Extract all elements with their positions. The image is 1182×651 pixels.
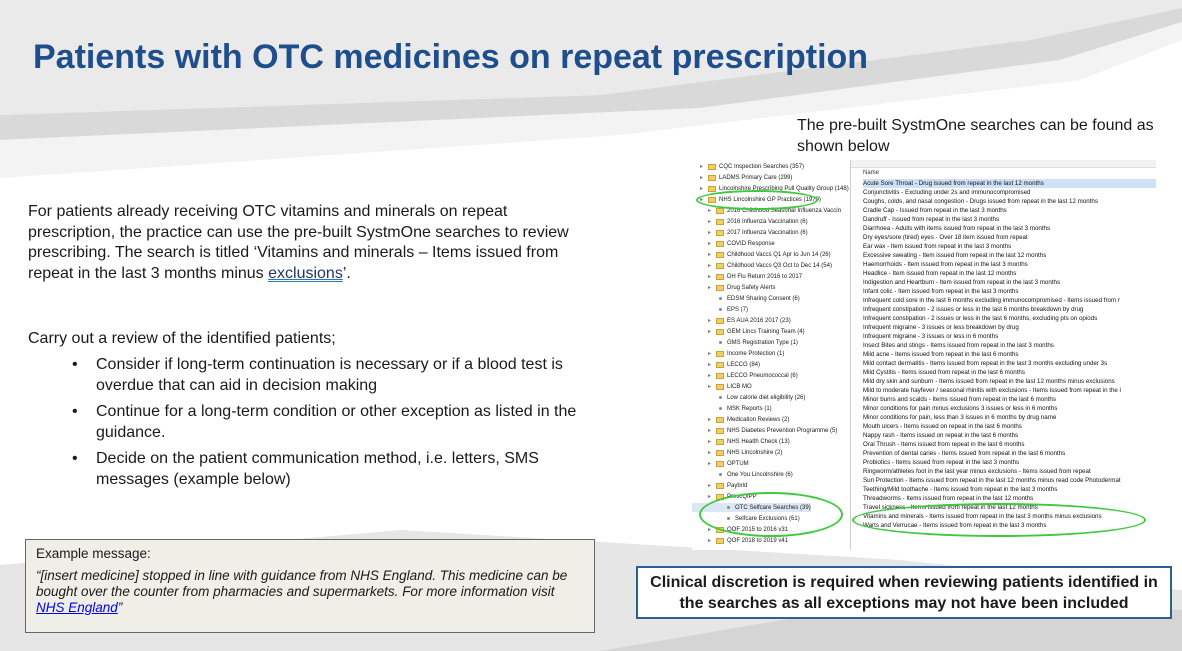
- search-list-row[interactable]: Nappy rash - Items issued on repeat in the last 6 months: [863, 432, 1019, 439]
- folder-icon: [708, 175, 716, 181]
- search-list-row[interactable]: Infant colic - Item issued from repeat in the last 3 months: [863, 288, 1019, 295]
- tree-item-label: Childhood Vaccs Q1 Apr to Jun 14 (26): [727, 251, 831, 258]
- tree-item[interactable]: [692, 448, 782, 457]
- expand-arrow-icon[interactable]: ▸: [708, 285, 712, 291]
- search-list-row[interactable]: Mild to moderate hayfever / seasonal rhinitis with exclusions - Items issued from repeat in the l: [863, 387, 1121, 394]
- folder-icon: [716, 461, 724, 467]
- expand-arrow-icon[interactable]: ▸: [708, 208, 712, 214]
- expand-arrow-icon[interactable]: ▸: [708, 527, 712, 533]
- search-list-row[interactable]: Dry eyes/sore (tired) eyes - Over 18 item issued from repeat: [863, 234, 1028, 241]
- tree-item-label: NHS Health Check (13): [727, 438, 790, 445]
- expand-arrow-icon[interactable]: ▸: [708, 439, 712, 445]
- screenshot-caption: The pre-built SystmOne searches can be found as shown below: [797, 117, 1154, 155]
- tree-item[interactable]: [692, 261, 832, 270]
- expand-arrow-icon[interactable]: ▸: [708, 230, 712, 236]
- folder-icon: [716, 428, 724, 434]
- folder-icon: [716, 208, 724, 214]
- search-list-panel: [850, 160, 1156, 550]
- search-list-row[interactable]: Mouth ulcers - Items issued on repeat in the last 6 months: [863, 423, 1022, 430]
- search-list-row[interactable]: Prevention of dental caries - Items issued from repeat in the last 6 months: [863, 450, 1066, 457]
- tree-item-label: NHS Lincolnshire (2): [727, 449, 783, 456]
- tree-item[interactable]: [692, 360, 760, 369]
- folder-icon: [716, 219, 724, 225]
- tree-item-label: Medication Reviews (2): [727, 416, 790, 423]
- tree-item-label: LADMS Primary Care (299): [719, 174, 793, 181]
- intro-text: For patients already receiving OTC vitamins and minerals on repeat prescription, the practice can use the pre-built SystmOne searches to review prescribing. The search is titled ‘Vitamins and minerals – Items issued from repeat in the last 3 months minus: [28, 203, 569, 282]
- tree-item-label: QOF 2018 to 2019 v41: [727, 537, 789, 544]
- expand-arrow-icon[interactable]: ▸: [708, 450, 712, 456]
- tree-item[interactable]: [692, 470, 793, 479]
- search-list-row[interactable]: Infrequent constipation - 2 issues or less in the last 6 months breakdown by drug: [863, 306, 1084, 313]
- search-list-row[interactable]: Sun Protection - Items issued from repeat in the last 12 months minus read code Photodermat: [863, 477, 1121, 484]
- search-list-row[interactable]: Acute Sore Throat - Drug issued from repeat in the last 12 months: [863, 179, 1156, 188]
- search-list-row[interactable]: Conjunctivitis - Excluding under 2s and immunocompromised: [863, 189, 1031, 196]
- expand-arrow-icon[interactable]: ▸: [708, 417, 712, 423]
- folder-icon: [716, 483, 724, 489]
- tree-item[interactable]: [692, 173, 792, 182]
- list-column-header[interactable]: Name: [863, 170, 880, 176]
- folder-icon: [716, 230, 724, 236]
- search-list-row[interactable]: Excessive sweating - Item issued from repeat in the last 12 months: [863, 252, 1047, 259]
- tree-item-label: One You Lincolnshire (6): [727, 471, 793, 478]
- intro-paragraph: [28, 202, 588, 284]
- tree-item-label: DH Flu Return 2016 to 2017: [727, 273, 803, 280]
- tree-item[interactable]: [692, 294, 800, 303]
- tree-item[interactable]: [692, 536, 788, 545]
- folder-icon: [708, 164, 716, 170]
- search-list-row[interactable]: Mild acne - Items issued from repeat in the last 6 months: [863, 351, 1019, 358]
- list-toolbar: [851, 160, 1156, 168]
- tree-item[interactable]: [692, 272, 802, 281]
- nhs-england-link[interactable]: NHS England: [36, 600, 118, 615]
- folder-icon: [716, 274, 724, 280]
- folder-icon: [716, 351, 724, 357]
- folder-icon: [716, 450, 724, 456]
- tree-item-label: LECCG (84): [727, 361, 761, 368]
- tree-item-label: EDSM Sharing Consent (6): [727, 295, 800, 302]
- intro-text-end: ’.: [342, 264, 351, 282]
- expand-arrow-icon[interactable]: ▸: [708, 274, 712, 280]
- tree-item-label: ES AUA 2016 2017 (23): [727, 317, 791, 324]
- bullet-item: • Decide on the patient communication method, i.e. letters, SMS messages (example below): [72, 449, 592, 490]
- tree-item-label: Drug Safety Alerts: [727, 284, 776, 291]
- search-list-row[interactable]: Minor conditions for pain, less than 3 issues in 6 months by drug name: [863, 414, 1057, 421]
- expand-arrow-icon[interactable]: ▸: [708, 263, 712, 269]
- exclusions-link[interactable]: exclusions: [268, 264, 343, 282]
- tree-item[interactable]: [692, 349, 784, 358]
- expand-arrow-icon[interactable]: ▸: [708, 241, 712, 247]
- expand-arrow-icon[interactable]: ▸: [708, 219, 712, 225]
- folder-icon: [716, 384, 724, 390]
- search-list-row[interactable]: Headlice - Item issued from repeat in the last 12 months: [863, 270, 1017, 277]
- tree-item-label: NHS Lincolnshire GP Practices (1979): [719, 196, 821, 203]
- example-message-box: [25, 539, 595, 633]
- tree-item-label: LECCG Pneumococcal (6): [727, 372, 798, 379]
- example-message: [36, 568, 584, 616]
- bullet-item: • Consider if long-term continuation is necessary or if a blood test is overdue that can aid in decision making: [72, 355, 592, 396]
- tree-item-label: Selfcare Exclusions (61): [735, 515, 800, 522]
- search-list-row[interactable]: Indigestion and Heartburn - Item issued from repeat in the last 3 months: [863, 279, 1061, 286]
- folder-icon: [716, 263, 724, 269]
- search-list-row[interactable]: Infrequent migraine - 3 issues or less in 6 months: [863, 333, 999, 340]
- search-item-icon: [719, 396, 722, 399]
- search-list-row[interactable]: Cradle Cap - Issued from repeat in the last 3 months: [863, 207, 1007, 214]
- folder-icon: [716, 241, 724, 247]
- tree-item-label: LICB MO: [727, 383, 752, 390]
- expand-arrow-icon[interactable]: ▸: [708, 329, 712, 335]
- tree-item-label: OTC Selfcare Searches (39): [735, 504, 811, 511]
- tree-item-label: 2016 Influenza Vaccination (6): [727, 218, 808, 225]
- tree-item[interactable]: [692, 371, 798, 380]
- search-list-row[interactable]: Infrequent cold sore in the last 6 months excluding immunocompromised - Items issued from r: [863, 297, 1120, 304]
- search-list-row[interactable]: Coughs, colds, and nasal congestion - Drugs issued from repeat in the last 12 months: [863, 198, 1098, 205]
- tree-item[interactable]: [692, 338, 798, 347]
- search-item-icon: [719, 473, 722, 476]
- search-list-row[interactable]: Warts and Verrucae - Items issued from repeat in the last 3 months: [863, 522, 1047, 529]
- tree-item[interactable]: [692, 162, 804, 171]
- tree-item-label: NHS Diabetes Prevention Programme (5): [727, 427, 838, 434]
- search-list-row[interactable]: Teething/Mild toothache - Items issued from repeat in the last 3 months: [863, 486, 1058, 493]
- search-item-icon: [719, 407, 722, 410]
- search-list-row[interactable]: Dandruff - Issued from repeat in the last 3 months: [863, 216, 1000, 223]
- search-list-row[interactable]: Mild Cystitis - Items issued from repeat in the last 6 months: [863, 369, 1025, 376]
- tree-item-label: COVID Response: [727, 240, 775, 247]
- folder-icon: [716, 285, 724, 291]
- tree-item-label: Lincolnshire Prescribing Pull Quality Group (148): [719, 185, 849, 192]
- search-list-row[interactable]: Ringworm/athletes foot in the last year minus exclusions - Items issued from repeat: [863, 468, 1091, 475]
- search-list-row[interactable]: Insect Bites and stings - Items issued from repeat in the last 3 months: [863, 342, 1054, 349]
- highlight-oval-gp-practices: [696, 190, 818, 210]
- tree-item[interactable]: [692, 316, 791, 325]
- tree-item-label: CQC Inspection Searches (357): [719, 163, 805, 170]
- expand-arrow-icon[interactable]: ▸: [700, 164, 704, 170]
- tree-item[interactable]: [692, 481, 747, 490]
- tree-item-label: Childhood Vaccs Q3 Oct to Dec 14 (54): [727, 262, 832, 269]
- tree-item[interactable]: [692, 305, 748, 314]
- tree-item-label: MSK Reports (1): [727, 405, 772, 412]
- expand-arrow-icon[interactable]: ▸: [708, 252, 712, 258]
- folder-icon: [716, 318, 724, 324]
- search-list-row[interactable]: Threadworms - Items issued from repeat in the last 12 months: [863, 495, 1034, 502]
- tree-item-label: 2016 Childhood Seasonal Influenza Vaccin: [727, 207, 841, 214]
- folder-icon: [708, 186, 716, 192]
- expand-arrow-icon[interactable]: ▸: [700, 186, 704, 192]
- tree-item[interactable]: [692, 404, 772, 413]
- tree-item[interactable]: [692, 415, 789, 424]
- page-title: Patients with OTC medicines on repeat prescription: [33, 38, 869, 76]
- tree-item[interactable]: [692, 437, 790, 446]
- expand-arrow-icon[interactable]: ▸: [708, 373, 712, 379]
- expand-arrow-icon[interactable]: ▸: [708, 538, 712, 544]
- expand-arrow-icon[interactable]: ▸: [708, 483, 712, 489]
- tree-item-label: EPS (7): [727, 306, 749, 313]
- folder-icon: [716, 538, 724, 544]
- highlight-oval-vitamins: [852, 503, 1146, 537]
- tree-item[interactable]: [692, 426, 837, 435]
- tree-item-label: Income Protection (1): [727, 350, 785, 357]
- tree-item-label: GMS Registration Type (1): [727, 339, 798, 346]
- clinical-discretion-box: Clinical discretion is required when reviewing patients identified in the searches as all exceptions may not have been included: [636, 566, 1172, 619]
- highlight-oval-prescqipp: [699, 492, 843, 537]
- expand-arrow-icon[interactable]: ▸: [708, 362, 712, 368]
- bullet-item: • Continue for a long-term condition or other exception as listed in the guidance.: [72, 402, 592, 443]
- tree-item[interactable]: [692, 459, 749, 468]
- search-list-row[interactable]: Minor burns and scalds - Items issued from repeat in the last 6 months: [863, 396, 1056, 403]
- folder-icon: [716, 373, 724, 379]
- expand-arrow-icon[interactable]: ▸: [708, 461, 712, 467]
- tree-item[interactable]: [692, 327, 805, 336]
- search-list-row[interactable]: Vitamins and minerals - Items issued from repeat in the last 3 months minus exclusions: [863, 513, 1102, 520]
- search-list-row[interactable]: Infrequent constipation - 2 issues or less in the last 6 months, excluding pts on opiods: [863, 315, 1098, 322]
- tree-item[interactable]: [692, 283, 775, 292]
- tree-item[interactable]: [692, 217, 808, 226]
- tree-item[interactable]: [692, 239, 775, 248]
- search-list-row[interactable]: Travel sickness - Items issued from repeat in the last 12 months: [863, 504, 1038, 511]
- example-message-text: “[insert medicine] stopped in line with guidance from NHS England. This medicine can be bought over the counter from pharmacies and supermarkets. For more information visit: [36, 568, 568, 599]
- search-list-row[interactable]: Infrequent migraine - 3 issues or less breakdown by drug: [863, 324, 1019, 331]
- expand-arrow-icon[interactable]: ▸: [708, 384, 712, 390]
- expand-arrow-icon[interactable]: ▸: [700, 175, 704, 181]
- tree-item[interactable]: [692, 228, 808, 237]
- search-list-row[interactable]: Diarrhoea - Adults with items issued from repeat in the last 3 months: [863, 225, 1051, 232]
- search-list-row[interactable]: Oral Thrush - Items issued from repeat in the last 6 months: [863, 441, 1025, 448]
- tree-item-label: Paybrid: [727, 482, 748, 489]
- folder-icon: [716, 252, 724, 258]
- search-list-row[interactable]: Probiotics - Items issued from repeat in the last 3 months: [863, 459, 1020, 466]
- search-list-row[interactable]: Minor conditions for pain minus exclusions 3 issues or less in 6 months: [863, 405, 1058, 412]
- folder-icon: [716, 439, 724, 445]
- tree-item[interactable]: [692, 393, 805, 402]
- search-list-row[interactable]: Mild contact dermatitis - Items issued from repeat in the last 3 months excluding under 3s: [863, 360, 1108, 367]
- tree-item[interactable]: [692, 250, 831, 259]
- expand-arrow-icon[interactable]: ▸: [708, 428, 712, 434]
- example-message-end: ”: [117, 600, 123, 615]
- search-list-row[interactable]: Mild dry skin and sunburn - Items issued from repeat in the last 12 months minus exclusions: [863, 378, 1115, 385]
- expand-arrow-icon[interactable]: ▸: [708, 351, 712, 357]
- folder-icon: [716, 417, 724, 423]
- tree-item-label: QOF 2015 to 2016 v31: [727, 526, 789, 533]
- expand-arrow-icon[interactable]: ▸: [708, 494, 712, 500]
- review-bullet-list: [72, 355, 592, 496]
- tree-item-label: Low calorie diet eligibility (26): [727, 394, 806, 401]
- folder-icon: [716, 329, 724, 335]
- search-list-row[interactable]: Haemorrhoids - Item issued from repeat in the last 3 months: [863, 261, 1028, 268]
- folder-icon: [716, 362, 724, 368]
- review-heading: Carry out a review of the identified patients;: [28, 330, 336, 347]
- tree-item-label: 2017 Influenza Vaccination (6): [727, 229, 808, 236]
- expand-arrow-icon[interactable]: ▸: [700, 197, 704, 203]
- search-list-row[interactable]: Ear wax - Item issued from repeat in the last 3 months: [863, 243, 1012, 250]
- expand-arrow-icon[interactable]: ▸: [708, 318, 712, 324]
- search-item-icon: [719, 308, 722, 311]
- tree-item-label: GEM Lincs Training Team (4): [727, 328, 805, 335]
- tree-item[interactable]: [692, 382, 752, 391]
- example-label: Example message:: [36, 546, 151, 561]
- search-item-icon: [719, 297, 722, 300]
- tree-item-label: PrescQIPP: [727, 493, 757, 500]
- search-item-icon: [719, 341, 722, 344]
- tree-item-label: OPTUM: [727, 460, 749, 467]
